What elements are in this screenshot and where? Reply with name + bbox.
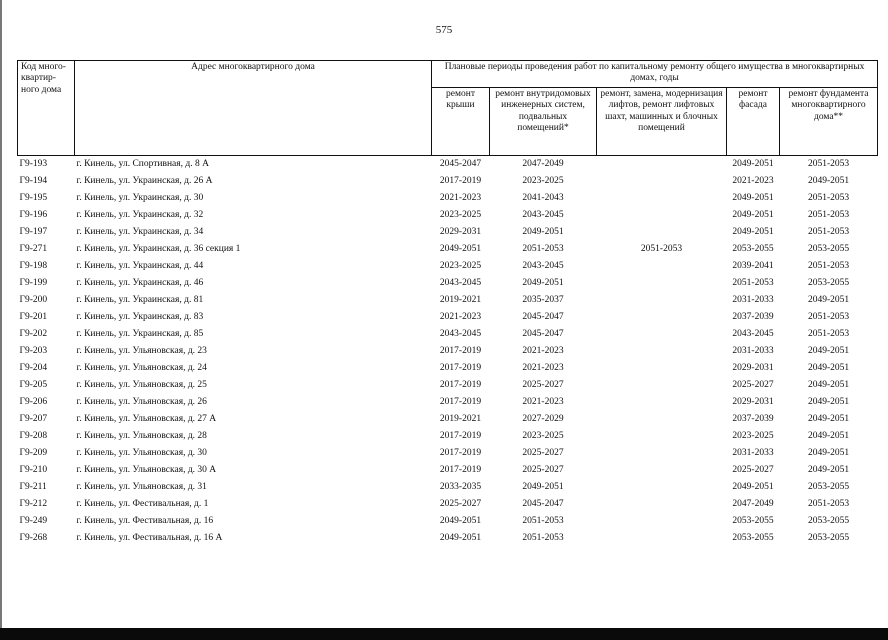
cell-roof: 2049-2051 xyxy=(439,243,482,254)
cell-elevator xyxy=(597,496,727,513)
table-row xyxy=(18,224,878,241)
cell-roof: 2049-2051 xyxy=(439,515,482,526)
cell-facade: 2037-2039 xyxy=(732,311,774,322)
cell-elevator xyxy=(597,360,727,377)
table-row xyxy=(18,207,878,224)
cell-roof: 2029-2031 xyxy=(439,226,482,237)
cell-address: г. Кинель, ул. Ульяновская, д. 25 xyxy=(76,379,207,390)
cell-code: Г9-195 xyxy=(19,192,48,203)
cell-foundation: 2049-2051 xyxy=(807,345,850,356)
table-row xyxy=(18,496,878,513)
cell-foundation: 2051-2053 xyxy=(807,328,850,339)
scan-bottom-bar xyxy=(0,628,888,640)
cell-systems: 2023-2025 xyxy=(522,430,564,441)
table-row xyxy=(18,241,878,258)
cell-roof: 2019-2021 xyxy=(439,413,482,424)
cell-roof: 2021-2023 xyxy=(439,192,482,203)
header-elevator: ремонт, замена, модернизация лифтов, ремонт лифтовых шахт, машинных и блочных помещений xyxy=(597,88,727,156)
cell-address: г. Кинель, ул. Фестивальная, д. 1 xyxy=(76,498,209,509)
cell-foundation: 2051-2053 xyxy=(807,226,850,237)
cell-address: г. Кинель, ул. Украинская, д. 32 xyxy=(76,209,204,220)
cell-facade: 2025-2027 xyxy=(732,464,774,475)
cell-facade: 2049-2051 xyxy=(732,481,774,492)
cell-address: г. Кинель, ул. Ульяновская, д. 23 xyxy=(76,345,207,356)
cell-elevator xyxy=(597,292,727,309)
cell-code: Г9-198 xyxy=(19,260,48,271)
cell-code: Г9-202 xyxy=(19,328,48,339)
cell-systems: 2025-2027 xyxy=(522,464,564,475)
cell-foundation: 2051-2053 xyxy=(807,311,850,322)
cell-address: г. Кинель, ул. Ульяновская, д. 27 А xyxy=(76,413,217,424)
cell-foundation: 2051-2053 xyxy=(807,209,850,220)
cell-facade: 2043-2045 xyxy=(732,328,774,339)
cell-systems: 2045-2047 xyxy=(522,311,564,322)
cell-foundation: 2049-2051 xyxy=(807,413,850,424)
cell-address: г. Кинель, ул. Украинская, д. 26 А xyxy=(76,175,213,186)
cell-address: г. Кинель, ул. Украинская, д. 85 xyxy=(76,328,204,339)
cell-roof: 2023-2025 xyxy=(439,260,482,271)
cell-facade: 2049-2051 xyxy=(732,209,774,220)
table-row xyxy=(18,173,878,190)
scan-edge xyxy=(0,0,2,628)
cell-systems: 2021-2023 xyxy=(522,362,564,373)
cell-elevator xyxy=(597,411,727,428)
cell-foundation: 2049-2051 xyxy=(807,430,850,441)
cell-code: Г9-207 xyxy=(19,413,48,424)
cell-systems: 2021-2023 xyxy=(522,345,564,356)
cell-elevator xyxy=(597,173,727,190)
cell-systems: 2049-2051 xyxy=(522,226,564,237)
table-row xyxy=(18,360,878,377)
table-row xyxy=(18,275,878,292)
cell-systems: 2027-2029 xyxy=(522,413,564,424)
cell-address: г. Кинель, ул. Ульяновская, д. 28 xyxy=(76,430,207,441)
page-number: 575 xyxy=(435,24,453,36)
cell-facade: 2031-2033 xyxy=(732,345,774,356)
cell-address: г. Кинель, ул. Фестивальная, д. 16 А xyxy=(76,532,223,543)
cell-elevator xyxy=(597,224,727,241)
table-row xyxy=(18,292,878,309)
cell-foundation: 2051-2053 xyxy=(807,158,850,169)
cell-address: г. Кинель, ул. Ульяновская, д. 30 А xyxy=(76,464,217,475)
cell-facade: 2025-2027 xyxy=(732,379,774,390)
cell-roof: 2049-2051 xyxy=(439,532,482,543)
cell-roof: 2017-2019 xyxy=(439,430,482,441)
cell-elevator xyxy=(597,513,727,530)
cell-facade: 2029-2031 xyxy=(732,362,774,373)
cell-address: г. Кинель, ул. Ульяновская, д. 31 xyxy=(76,481,207,492)
cell-elevator xyxy=(597,275,727,292)
cell-systems: 2021-2023 xyxy=(522,396,564,407)
cell-address: г. Кинель, ул. Украинская, д. 34 xyxy=(76,226,204,237)
cell-code: Г9-193 xyxy=(19,158,48,169)
cell-systems: 2045-2047 xyxy=(522,498,564,509)
cell-address: г. Кинель, ул. Ульяновская, д. 30 xyxy=(76,447,207,458)
cell-facade: 2053-2055 xyxy=(732,515,774,526)
cell-code: Г9-196 xyxy=(19,209,48,220)
cell-facade: 2023-2025 xyxy=(732,430,774,441)
cell-code: Г9-205 xyxy=(19,379,48,390)
cell-roof: 2017-2019 xyxy=(439,345,482,356)
table-body xyxy=(18,156,878,548)
cell-elevator xyxy=(597,479,727,496)
cell-address: г. Кинель, ул. Ульяновская, д. 26 xyxy=(76,396,207,407)
cell-foundation: 2051-2053 xyxy=(807,498,850,509)
cell-systems: 2025-2027 xyxy=(522,447,564,458)
table-row xyxy=(18,411,878,428)
cell-foundation: 2049-2051 xyxy=(807,464,850,475)
cell-facade: 2049-2051 xyxy=(732,226,774,237)
cell-address: г. Кинель, ул. Украинская, д. 46 xyxy=(76,277,204,288)
cell-address: г. Кинель, ул. Украинская, д. 30 xyxy=(76,192,204,203)
cell-facade: 2039-2041 xyxy=(732,260,774,271)
table-row xyxy=(18,326,878,343)
cell-roof: 2017-2019 xyxy=(439,464,482,475)
header-foundation: ремонт фундамента многоквартирного дома** xyxy=(780,88,878,156)
header-roof: ремонт крыши xyxy=(432,88,490,156)
cell-systems: 2049-2051 xyxy=(522,481,564,492)
cell-code: Г9-249 xyxy=(19,515,48,526)
cell-roof: 2017-2019 xyxy=(439,362,482,373)
cell-elevator xyxy=(597,258,727,275)
cell-code: Г9-194 xyxy=(19,175,48,186)
cell-roof: 2023-2025 xyxy=(439,209,482,220)
cell-code: Г9-209 xyxy=(19,447,48,458)
cell-code: Г9-206 xyxy=(19,396,48,407)
cell-systems: 2051-2053 xyxy=(522,532,564,543)
cell-elevator xyxy=(597,309,727,326)
cell-code: Г9-268 xyxy=(19,532,48,543)
cell-foundation: 2053-2055 xyxy=(807,515,850,526)
cell-systems: 2049-2051 xyxy=(522,277,564,288)
cell-facade: 2029-2031 xyxy=(732,396,774,407)
cell-systems: 2043-2045 xyxy=(522,260,564,271)
cell-roof: 2045-2047 xyxy=(439,158,482,169)
cell-elevator xyxy=(597,462,727,479)
cell-roof: 2043-2045 xyxy=(439,328,482,339)
cell-foundation: 2049-2051 xyxy=(807,396,850,407)
cell-code: Г9-210 xyxy=(19,464,48,475)
cell-elevator xyxy=(597,326,727,343)
header-facade: ремонт фасада xyxy=(727,88,780,156)
cell-code: Г9-201 xyxy=(19,311,48,322)
repair-schedule-table xyxy=(17,60,878,547)
header-periods-group: Плановые периоды проведения работ по капитальному ремонту общего имущества в многоквартирных домах, годы xyxy=(432,61,878,88)
cell-facade: 2031-2033 xyxy=(732,294,774,305)
cell-roof: 2017-2019 xyxy=(439,175,482,186)
cell-code: Г9-197 xyxy=(19,226,48,237)
cell-foundation: 2049-2051 xyxy=(807,175,850,186)
cell-systems: 2045-2047 xyxy=(522,328,564,339)
cell-systems: 2043-2045 xyxy=(522,209,564,220)
table-row xyxy=(18,513,878,530)
table-row xyxy=(18,190,878,207)
cell-facade: 2047-2049 xyxy=(732,498,774,509)
table-row xyxy=(18,479,878,496)
table-row xyxy=(18,445,878,462)
cell-roof: 2025-2027 xyxy=(439,498,482,509)
table-row xyxy=(18,462,878,479)
cell-roof: 2017-2019 xyxy=(439,447,482,458)
cell-facade: 2053-2055 xyxy=(732,243,774,254)
cell-address: г. Кинель, ул. Фестивальная, д. 16 xyxy=(76,515,214,526)
cell-code: Г9-211 xyxy=(19,481,47,492)
cell-systems: 2025-2027 xyxy=(522,379,564,390)
table-row xyxy=(18,343,878,360)
cell-elevator xyxy=(597,394,727,411)
cell-foundation: 2049-2051 xyxy=(807,379,850,390)
cell-foundation: 2049-2051 xyxy=(807,447,850,458)
cell-roof: 2017-2019 xyxy=(439,396,482,407)
cell-code: Г9-200 xyxy=(19,294,48,305)
cell-address: г. Кинель, ул. Украинская, д. 83 xyxy=(76,311,204,322)
cell-address: г. Кинель, ул. Спортивная, д. 8 А xyxy=(76,158,209,169)
table-row xyxy=(18,394,878,411)
cell-elevator xyxy=(597,190,727,207)
cell-systems: 2041-2043 xyxy=(522,192,564,203)
cell-foundation: 2051-2053 xyxy=(807,192,850,203)
cell-facade: 2053-2055 xyxy=(732,532,774,543)
cell-elevator xyxy=(597,377,727,394)
cell-elevator: 2051-2053 xyxy=(640,243,683,254)
cell-facade: 2049-2051 xyxy=(732,158,774,169)
table-row xyxy=(18,377,878,394)
cell-systems: 2023-2025 xyxy=(522,175,564,186)
table-row xyxy=(18,530,878,547)
cell-roof: 2017-2019 xyxy=(439,379,482,390)
cell-facade: 2037-2039 xyxy=(732,413,774,424)
cell-roof: 2043-2045 xyxy=(439,277,482,288)
cell-systems: 2051-2053 xyxy=(522,515,564,526)
cell-systems: 2047-2049 xyxy=(522,158,564,169)
cell-code: Г9-212 xyxy=(19,498,48,509)
cell-elevator xyxy=(597,207,727,224)
cell-roof: 2019-2021 xyxy=(439,294,482,305)
cell-address: г. Кинель, ул. Украинская, д. 36 секция 1 xyxy=(76,243,241,254)
cell-facade: 2031-2033 xyxy=(732,447,774,458)
cell-systems: 2051-2053 xyxy=(522,243,564,254)
cell-elevator xyxy=(597,445,727,462)
cell-systems: 2035-2037 xyxy=(522,294,564,305)
cell-elevator xyxy=(597,428,727,445)
cell-code: Г9-199 xyxy=(19,277,48,288)
cell-address: г. Кинель, ул. Украинская, д. 81 xyxy=(76,294,204,305)
cell-foundation: 2053-2055 xyxy=(807,481,850,492)
cell-elevator xyxy=(597,530,727,547)
cell-address: г. Кинель, ул. Ульяновская, д. 24 xyxy=(76,362,207,373)
cell-foundation: 2053-2055 xyxy=(807,277,850,288)
cell-facade: 2021-2023 xyxy=(732,175,774,186)
cell-roof: 2021-2023 xyxy=(439,311,482,322)
cell-foundation: 2049-2051 xyxy=(807,362,850,373)
header-code: Код много-квартир-ного дома xyxy=(18,61,75,156)
cell-foundation: 2053-2055 xyxy=(807,243,850,254)
cell-roof: 2033-2035 xyxy=(439,481,482,492)
table-row xyxy=(18,428,878,445)
cell-facade: 2049-2051 xyxy=(732,192,774,203)
cell-code: Г9-204 xyxy=(19,362,48,373)
cell-elevator xyxy=(597,156,727,174)
table-row xyxy=(18,309,878,326)
cell-code: Г9-208 xyxy=(19,430,48,441)
table-row xyxy=(18,258,878,275)
cell-foundation: 2053-2055 xyxy=(807,532,850,543)
header-systems: ремонт внутридомовых инженерных систем, подвальных помещений* xyxy=(490,88,597,156)
cell-address: г. Кинель, ул. Украинская, д. 44 xyxy=(76,260,204,271)
cell-code: Г9-203 xyxy=(19,345,48,356)
cell-foundation: 2049-2051 xyxy=(807,294,850,305)
cell-foundation: 2051-2053 xyxy=(807,260,850,271)
cell-code: Г9-271 xyxy=(19,243,48,254)
header-address: Адрес многоквартирного дома xyxy=(75,61,432,156)
cell-elevator xyxy=(597,343,727,360)
cell-facade: 2051-2053 xyxy=(732,277,774,288)
table-row xyxy=(18,156,878,174)
